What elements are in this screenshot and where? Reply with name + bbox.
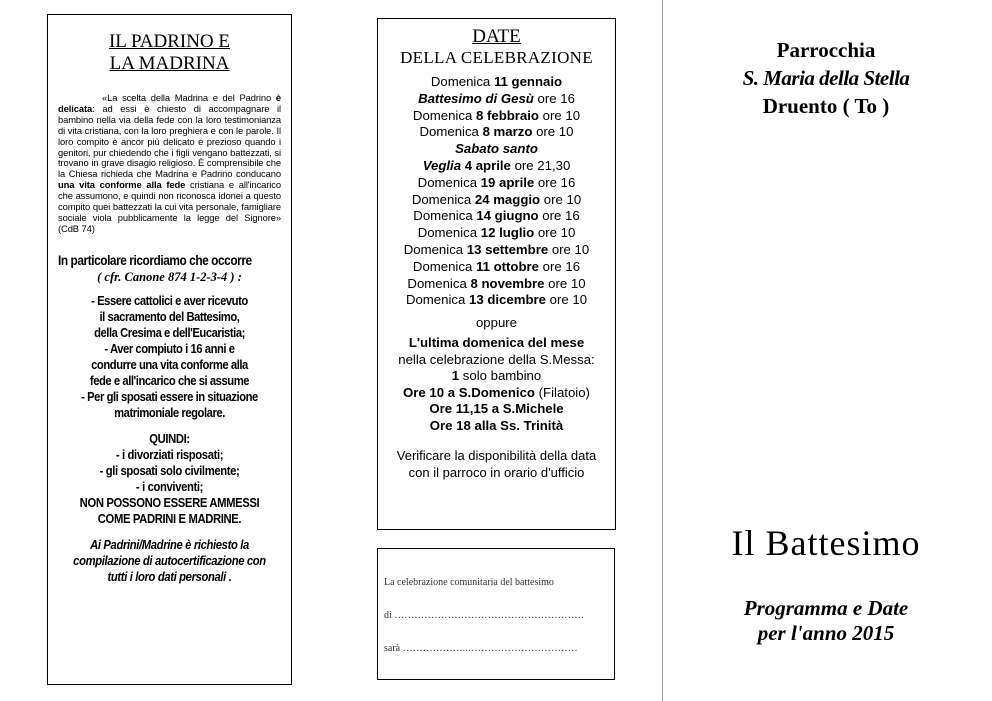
padrino-madrina-panel — [47, 14, 292, 685]
date-time: ore 21,30 — [510, 157, 571, 173]
quindi-item: - gli sposati solo civilmente; — [99, 463, 240, 478]
self-certification-note — [58, 537, 281, 585]
date-weekday: Domenica — [407, 275, 471, 291]
date-row — [384, 141, 609, 158]
date-feast: Veglia — [422, 157, 462, 173]
parish-header — [690, 36, 962, 120]
date-time: ore 10 — [548, 241, 590, 257]
requirement-line: condurre una vita conforme alla — [91, 357, 248, 372]
form-line-celebration: La celebrazione comunitaria del battesimo — [384, 577, 554, 588]
date-row — [384, 259, 609, 276]
note-line: tutti i loro dati personali . — [107, 569, 232, 584]
requirements-list — [58, 293, 281, 421]
san-domenico-line — [384, 385, 609, 402]
cover-subtitle — [690, 596, 962, 646]
date-weekday: Domenica — [403, 241, 467, 257]
requirement-line: fede e all'incarico che si assume — [89, 373, 250, 388]
oppure-label: oppure — [475, 315, 518, 331]
mass-line: nella celebrazione della S.Messa: — [398, 351, 595, 367]
date-day: 24 maggio — [474, 191, 541, 207]
verify-line: Verificare la disponibilità della data — [396, 448, 597, 464]
dates-title: DATE — [472, 26, 521, 47]
requirement-line: matrimoniale regolare. — [114, 405, 225, 420]
date-time: ore 16 — [534, 174, 576, 190]
catechism-quote — [58, 93, 281, 235]
quote-part: cristiana e all'incarico che assumono, e quindi non riconosca idonei a questo compito quei battezzati la cui vita personale, famigliare sociale viola pubblicamente la legge del Signore» (CdB 74) — [58, 179, 281, 234]
quindi-item: - i conviventi; — [135, 479, 204, 494]
date-time: ore 10 — [534, 225, 576, 241]
alternative-celebration — [384, 335, 609, 434]
quote-part: : ad essi è chiesto di accompagnare il bambino nella via della fede con la loro testimonianza di vita cristiana, con la loro preghiera e con le parole. Il loro compito è ancor più delicato e prezioso quando i genitori, pur chiedendo che i figli vengano battezzati, si trovano in grave disagio religioso. È comprensibile che la Chiesa richieda che Madrina e Padrino conducano — [58, 102, 281, 180]
date-day: 13 settembre — [466, 241, 549, 257]
quote-bold: una vita conforme alla fede — [58, 179, 186, 191]
quindi-item: COME PADRINI E MADRINE. — [97, 511, 242, 526]
date-day: 8 febbraio — [475, 107, 539, 123]
quindi-item: NON POSSONO ESSERE AMMESSI — [79, 495, 260, 510]
date-weekday: Domenica — [413, 208, 477, 224]
date-row — [384, 208, 609, 225]
date-time: ore 10 — [540, 191, 582, 207]
date-time: ore 16 — [539, 258, 581, 274]
quote-bold: è delicata — [58, 92, 281, 114]
date-weekday: Domenica — [405, 292, 469, 308]
fold-divider — [662, 0, 663, 701]
date-time: ore 10 — [544, 275, 586, 291]
form-line-name: di ………………………………………………… — [384, 610, 585, 621]
verify-note — [384, 448, 609, 481]
date-day: 12 luglio — [480, 225, 535, 241]
cover-title: Il Battesimo — [731, 523, 921, 563]
date-day: 14 giugno — [476, 208, 539, 224]
note-line: Ai Padrini/Madrine è richiesto la — [90, 537, 249, 552]
date-weekday: Domenica — [411, 191, 475, 207]
date-time: ore 16 — [533, 90, 575, 106]
date-day: 4 aprile — [461, 157, 511, 173]
quindi-heading: QUINDI: — [149, 431, 190, 446]
date-row — [384, 225, 609, 242]
form-line-date: sarà ………………..…………………………… — [384, 643, 578, 654]
trinita-line: Ore 18 alla Ss. Trinità — [429, 417, 564, 433]
date-row — [384, 175, 609, 192]
date-day: 8 novembre — [470, 275, 545, 291]
requirement-line: della Cresima e dell'Eucaristia; — [94, 325, 245, 340]
requirement-line: il sacramento del Battesimo, — [99, 309, 240, 324]
requirement-line: - Per gli sposati essere in situazione — [81, 389, 258, 404]
date-weekday: Domenica — [417, 174, 481, 190]
last-sunday-line: L'ultima domenica del mese — [408, 335, 585, 351]
padrino-title-line1: IL PADRINO E — [108, 31, 231, 52]
date-time: ore 10 — [532, 124, 574, 140]
cover-subtitle-line1: Programma e Date — [743, 596, 909, 620]
date-row — [384, 292, 609, 309]
date-row — [384, 158, 609, 175]
date-weekday: Domenica — [412, 107, 476, 123]
one-child-line — [384, 368, 609, 385]
date-row — [384, 108, 609, 125]
date-row — [384, 192, 609, 209]
date-day: 13 dicembre — [469, 292, 546, 308]
dates-subtitle: DELLA CELEBRAZIONE — [400, 48, 593, 67]
quote-part: «La scelta della Madrina e del Padrino — [102, 92, 276, 103]
date-day: 8 marzo — [482, 124, 533, 140]
date-time: ore 10 — [545, 292, 588, 308]
parish-label: Parrocchia — [776, 38, 876, 62]
requirement-line: - Aver compiuto i 16 anni e — [104, 341, 235, 356]
quindi-item: - i divorziati risposati; — [115, 447, 224, 462]
verify-line: con il parroco in orario d'ufficio — [408, 464, 585, 480]
dates-list — [384, 74, 609, 309]
one-child-text: solo bambino — [459, 368, 542, 384]
canon-reference: ( cfr. Canone 874 1-2-3-4 ) : — [97, 269, 242, 284]
date-time: ore 10 — [539, 107, 581, 123]
note-line: compilazione di autocertificazione con — [73, 553, 266, 568]
requirement-line: - Essere cattolici e aver ricevuto — [91, 293, 248, 308]
requirements-heading: In particolare ricordiamo che occorre — [58, 252, 252, 268]
one-child-count: 1 — [451, 368, 460, 384]
celebration-dates-panel — [377, 18, 616, 530]
date-weekday: Domenica — [412, 258, 476, 274]
date-row — [384, 276, 609, 293]
padrino-title-line2: LA MADRINA — [109, 53, 230, 74]
date-row — [384, 124, 609, 141]
parish-name: S. Maria della Stella — [742, 66, 910, 90]
date-row — [384, 91, 609, 108]
date-row — [384, 242, 609, 259]
date-weekday: Domenica — [430, 74, 494, 89]
date-feast: Battesimo di Gesù — [418, 90, 534, 106]
baptism-form-box — [377, 548, 615, 680]
san-domenico-time: Ore 10 a S.Domenico — [403, 384, 535, 400]
date-weekday: Domenica — [419, 124, 483, 140]
date-day: 11 ottobre — [475, 258, 539, 274]
san-michele-line: Ore 11,15 a S.Michele — [429, 401, 564, 417]
parish-town: Druento ( To ) — [762, 94, 890, 118]
quindi-section — [58, 431, 281, 527]
date-row — [384, 74, 609, 91]
date-day: 11 gennaio — [493, 74, 563, 89]
cover-subtitle-line2: per l'anno 2015 — [757, 621, 895, 645]
date-feast: Sabato santo — [455, 141, 538, 157]
san-domenico-note: (Filatoio) — [534, 384, 590, 400]
date-day: 19 aprile — [480, 174, 535, 190]
date-weekday: Domenica — [417, 225, 481, 241]
date-time: ore 16 — [538, 208, 580, 224]
